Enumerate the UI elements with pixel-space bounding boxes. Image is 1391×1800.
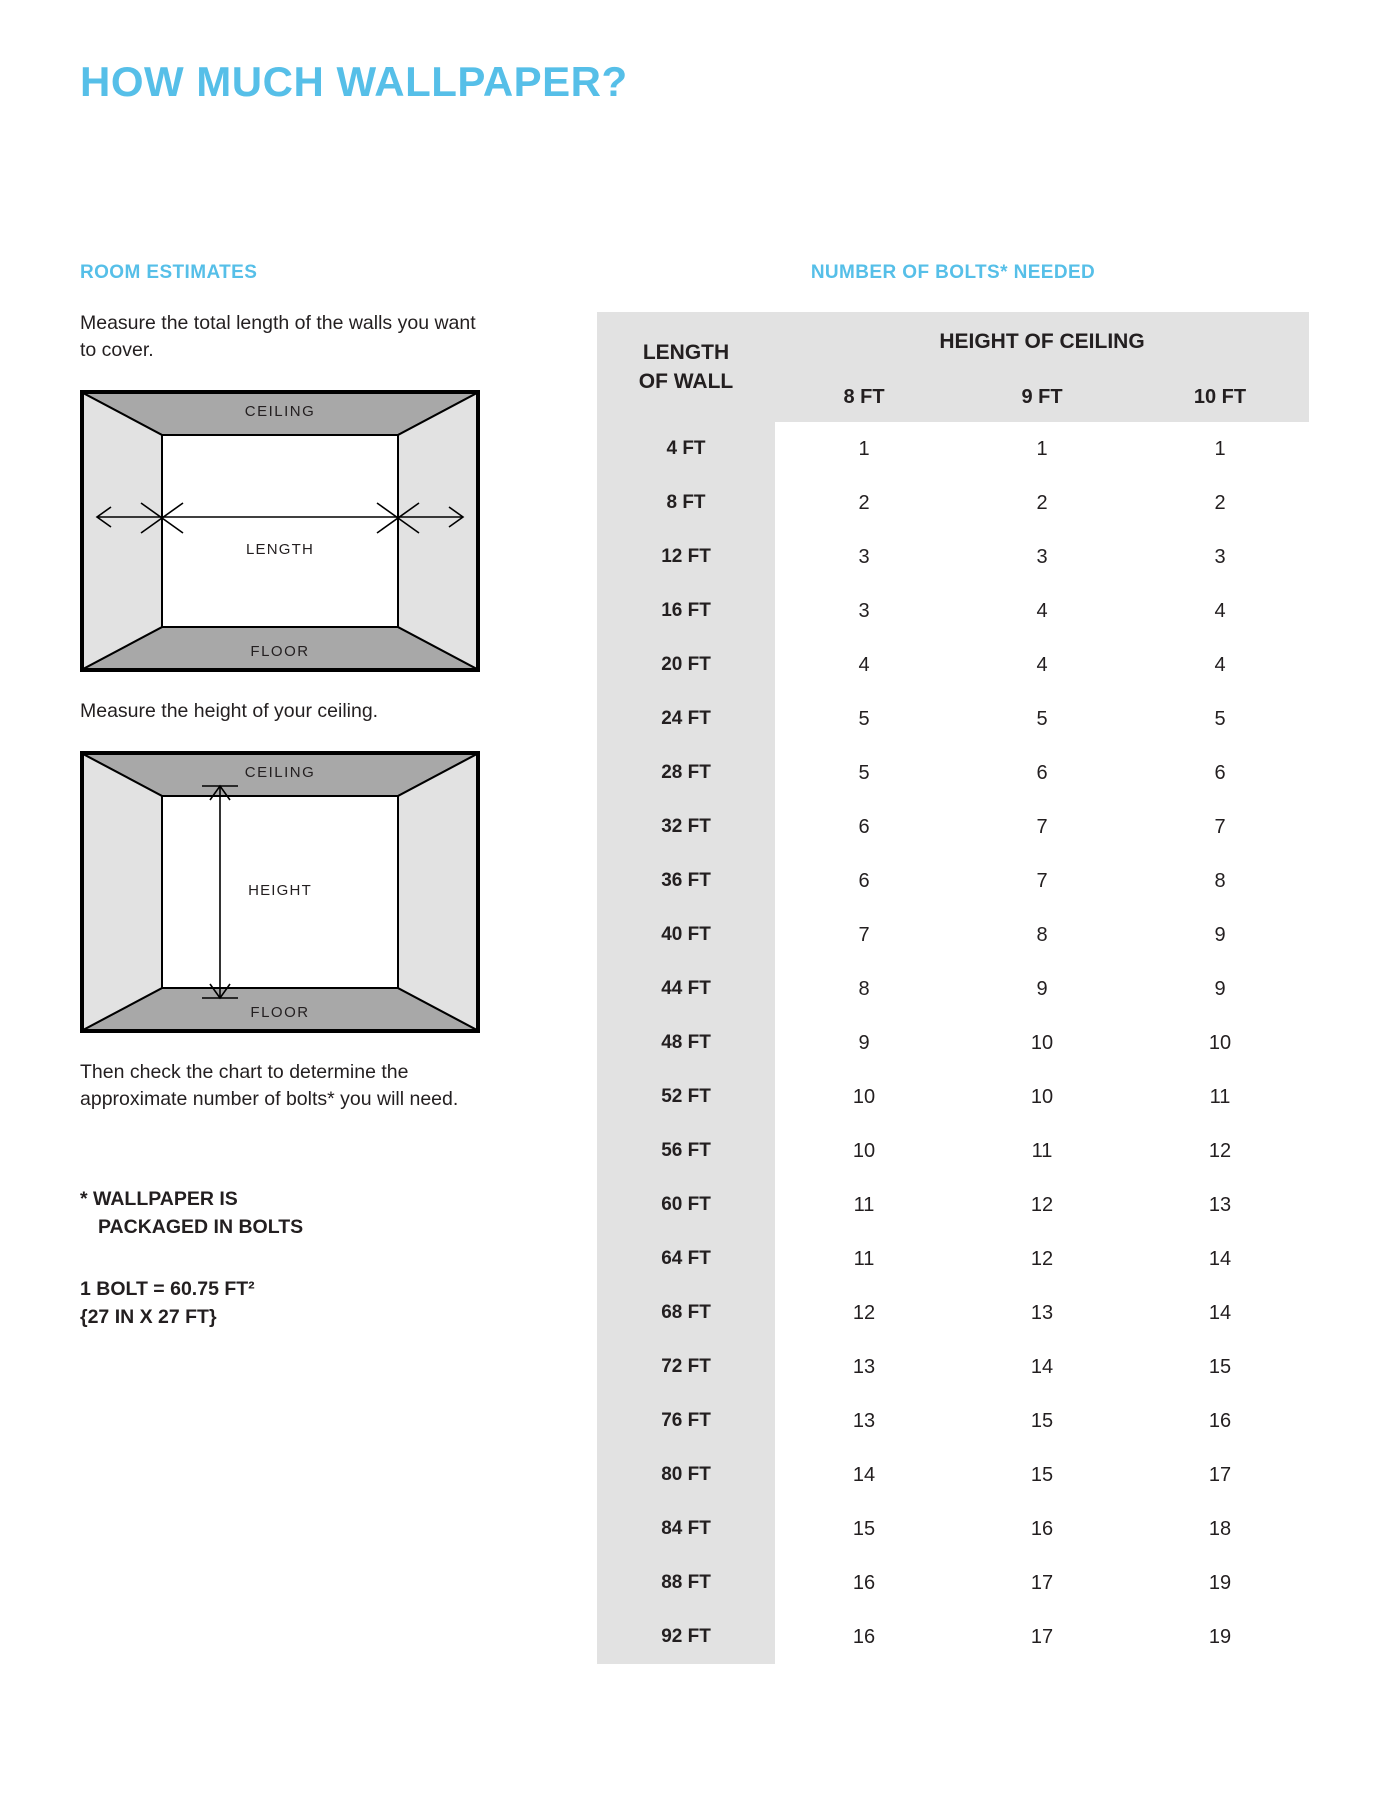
diagram-length-ceiling-label: CEILING — [244, 403, 316, 420]
cell-length-of-wall: 80 FT — [597, 1448, 775, 1502]
table-row — [597, 1448, 1309, 1502]
cell-bolts-9ft: 16 — [1030, 1517, 1054, 1540]
table-row — [597, 1124, 1309, 1178]
cell-length-of-wall: 32 FT — [597, 800, 775, 854]
cell-bolts-9ft: 4 — [1036, 599, 1048, 622]
table-row — [597, 1502, 1309, 1556]
bolts-table-heading: NUMBER OF BOLTS* NEEDED — [810, 262, 1096, 283]
cell-bolts-8ft: 1 — [858, 437, 870, 460]
cell-bolts-10ft: 18 — [1208, 1517, 1232, 1540]
cell-bolts-8ft: 14 — [852, 1463, 876, 1486]
cell-bolts-10ft: 10 — [1208, 1031, 1232, 1054]
cell-bolts-9ft: 17 — [1030, 1625, 1054, 1648]
diagram-length-floor-label: FLOOR — [250, 643, 310, 660]
cell-bolts-8ft: 11 — [853, 1247, 875, 1270]
header-length-line2: OF WALL — [638, 370, 734, 393]
table-row — [597, 476, 1309, 530]
cell-bolts-9ft: 8 — [1036, 923, 1048, 946]
cell-bolts-8ft: 5 — [858, 707, 870, 730]
table-row — [597, 638, 1309, 692]
cell-bolts-8ft: 8 — [858, 977, 870, 1000]
cell-bolts-9ft: 11 — [1031, 1139, 1053, 1162]
cell-bolts-9ft: 15 — [1030, 1463, 1054, 1486]
footnote-bolt-dimensions: {27 IN X 27 FT} — [80, 1306, 217, 1328]
cell-bolts-9ft: 12 — [1030, 1193, 1054, 1216]
cell-length-of-wall: 84 FT — [597, 1502, 775, 1556]
cell-bolts-9ft: 3 — [1036, 545, 1048, 568]
cell-bolts-10ft: 14 — [1208, 1301, 1232, 1324]
diagram-height-ceiling-label: CEILING — [244, 764, 316, 781]
table-row — [597, 854, 1309, 908]
cell-length-of-wall: 36 FT — [597, 854, 775, 908]
cell-length-of-wall: 60 FT — [597, 1178, 775, 1232]
cell-length-of-wall: 44 FT — [597, 962, 775, 1016]
cell-bolts-10ft: 2 — [1214, 491, 1226, 514]
cell-length-of-wall: 52 FT — [597, 1070, 775, 1124]
cell-bolts-10ft: 12 — [1208, 1139, 1232, 1162]
cell-bolts-9ft: 7 — [1036, 869, 1048, 892]
table-row — [597, 1610, 1309, 1664]
cell-bolts-8ft: 10 — [852, 1139, 876, 1162]
cell-length-of-wall: 48 FT — [597, 1016, 775, 1070]
cell-bolts-8ft: 13 — [852, 1355, 876, 1378]
table-row — [597, 962, 1309, 1016]
cell-bolts-9ft: 12 — [1030, 1247, 1054, 1270]
footnote-line-1: * WALLPAPER IS — [80, 1188, 238, 1210]
cell-bolts-8ft: 2 — [858, 491, 870, 514]
bolts-table-column — [597, 262, 1309, 1664]
cell-bolts-10ft: 19 — [1208, 1571, 1232, 1594]
cell-bolts-9ft: 13 — [1030, 1301, 1054, 1324]
cell-bolts-8ft: 16 — [852, 1625, 876, 1648]
room-estimates-heading: ROOM ESTIMATES — [80, 262, 258, 283]
instruction-measure-length: Measure the total length of the walls you want to cover. — [80, 312, 476, 361]
table-row — [597, 1232, 1309, 1286]
cell-bolts-9ft: 4 — [1036, 653, 1048, 676]
header-height-of-ceiling: HEIGHT OF CEILING — [775, 312, 1309, 372]
cell-bolts-8ft: 9 — [858, 1031, 870, 1054]
diagram-length-center-label: LENGTH — [245, 541, 315, 558]
table-row — [597, 746, 1309, 800]
cell-bolts-10ft: 4 — [1214, 599, 1226, 622]
cell-bolts-8ft: 6 — [858, 869, 870, 892]
table-row — [597, 692, 1309, 746]
cell-bolts-8ft: 3 — [858, 599, 870, 622]
header-length-line1: LENGTH — [642, 341, 730, 364]
cell-bolts-8ft: 11 — [853, 1193, 875, 1216]
cell-length-of-wall: 64 FT — [597, 1232, 775, 1286]
cell-length-of-wall: 76 FT — [597, 1394, 775, 1448]
table-row — [597, 1070, 1309, 1124]
cell-length-of-wall: 24 FT — [597, 692, 775, 746]
cell-bolts-9ft: 2 — [1036, 491, 1048, 514]
bolts-table — [597, 312, 1309, 1664]
cell-length-of-wall: 28 FT — [597, 746, 775, 800]
cell-bolts-10ft: 5 — [1214, 707, 1226, 730]
bolts-table-body — [597, 422, 1309, 1664]
cell-bolts-8ft: 5 — [858, 761, 870, 784]
table-row — [597, 908, 1309, 962]
diagram-height-center-label: HEIGHT — [248, 882, 312, 899]
header-ceiling-9ft: 9 FT — [953, 372, 1131, 422]
header-length-of-wall — [597, 312, 775, 422]
cell-length-of-wall: 8 FT — [597, 476, 775, 530]
cell-bolts-9ft: 9 — [1036, 977, 1048, 1000]
room-perspective-shape — [83, 393, 477, 669]
table-row — [597, 422, 1309, 476]
diagram-length — [80, 390, 480, 672]
table-row — [597, 1016, 1309, 1070]
cell-bolts-9ft: 7 — [1036, 815, 1048, 838]
page-title: HOW MUCH WALLPAPER? — [80, 58, 628, 105]
cell-bolts-10ft: 9 — [1214, 923, 1226, 946]
cell-bolts-9ft: 17 — [1030, 1571, 1054, 1594]
footnote-line-2: PACKAGED IN BOLTS — [98, 1216, 304, 1238]
footnote-bolt-area: 1 BOLT = 60.75 FT² — [80, 1278, 255, 1300]
cell-bolts-8ft: 6 — [858, 815, 870, 838]
cell-bolts-8ft: 16 — [852, 1571, 876, 1594]
cell-bolts-8ft: 7 — [858, 923, 870, 946]
table-row — [597, 530, 1309, 584]
cell-length-of-wall: 40 FT — [597, 908, 775, 962]
cell-bolts-9ft: 15 — [1030, 1409, 1054, 1432]
cell-bolts-8ft: 10 — [852, 1085, 876, 1108]
cell-bolts-9ft: 10 — [1030, 1031, 1054, 1054]
header-ceiling-8ft: 8 FT — [775, 372, 953, 422]
cell-bolts-9ft: 10 — [1030, 1085, 1054, 1108]
cell-bolts-10ft: 8 — [1214, 869, 1226, 892]
bolts-table-head — [597, 312, 1309, 422]
cell-bolts-10ft: 6 — [1214, 761, 1226, 784]
instruction-measure-height: Measure the height of your ceiling. — [80, 700, 379, 722]
cell-bolts-10ft: 19 — [1208, 1625, 1232, 1648]
room-estimates-column — [80, 262, 480, 1331]
cell-length-of-wall: 16 FT — [597, 584, 775, 638]
cell-length-of-wall: 92 FT — [597, 1610, 775, 1664]
cell-bolts-8ft: 13 — [852, 1409, 876, 1432]
cell-length-of-wall: 56 FT — [597, 1124, 775, 1178]
cell-length-of-wall: 20 FT — [597, 638, 775, 692]
cell-bolts-8ft: 12 — [852, 1301, 876, 1324]
cell-bolts-10ft: 11 — [1209, 1085, 1231, 1108]
cell-bolts-8ft: 4 — [858, 653, 870, 676]
cell-bolts-10ft: 4 — [1214, 653, 1226, 676]
cell-bolts-10ft: 7 — [1214, 815, 1226, 838]
table-header-row-1 — [597, 312, 1309, 372]
table-row — [597, 584, 1309, 638]
cell-length-of-wall: 4 FT — [597, 422, 775, 476]
cell-bolts-10ft: 17 — [1208, 1463, 1232, 1486]
cell-bolts-10ft: 16 — [1208, 1409, 1232, 1432]
table-row — [597, 800, 1309, 854]
cell-length-of-wall: 72 FT — [597, 1340, 775, 1394]
cell-bolts-10ft: 13 — [1208, 1193, 1232, 1216]
diagram-height-floor-label: FLOOR — [250, 1004, 310, 1021]
cell-bolts-10ft: 14 — [1208, 1247, 1232, 1270]
table-row — [597, 1340, 1309, 1394]
header-ceiling-10ft: 10 FT — [1131, 372, 1309, 422]
cell-bolts-8ft: 15 — [852, 1517, 876, 1540]
cell-length-of-wall: 12 FT — [597, 530, 775, 584]
table-row — [597, 1556, 1309, 1610]
instruction-check-chart: Then check the chart to determine the approximate number of bolts* you will need. — [80, 1061, 459, 1110]
cell-bolts-9ft: 6 — [1036, 761, 1048, 784]
table-row — [597, 1394, 1309, 1448]
cell-bolts-10ft: 15 — [1208, 1355, 1232, 1378]
cell-bolts-9ft: 5 — [1036, 707, 1048, 730]
table-row — [597, 1178, 1309, 1232]
cell-bolts-9ft: 14 — [1030, 1355, 1054, 1378]
cell-bolts-10ft: 3 — [1214, 545, 1226, 568]
cell-bolts-10ft: 1 — [1214, 437, 1226, 460]
cell-length-of-wall: 88 FT — [597, 1556, 775, 1610]
diagram-height — [80, 751, 480, 1033]
cell-bolts-9ft: 1 — [1036, 437, 1048, 460]
table-row — [597, 1286, 1309, 1340]
cell-bolts-8ft: 3 — [858, 545, 870, 568]
cell-bolts-10ft: 9 — [1214, 977, 1226, 1000]
cell-length-of-wall: 68 FT — [597, 1286, 775, 1340]
